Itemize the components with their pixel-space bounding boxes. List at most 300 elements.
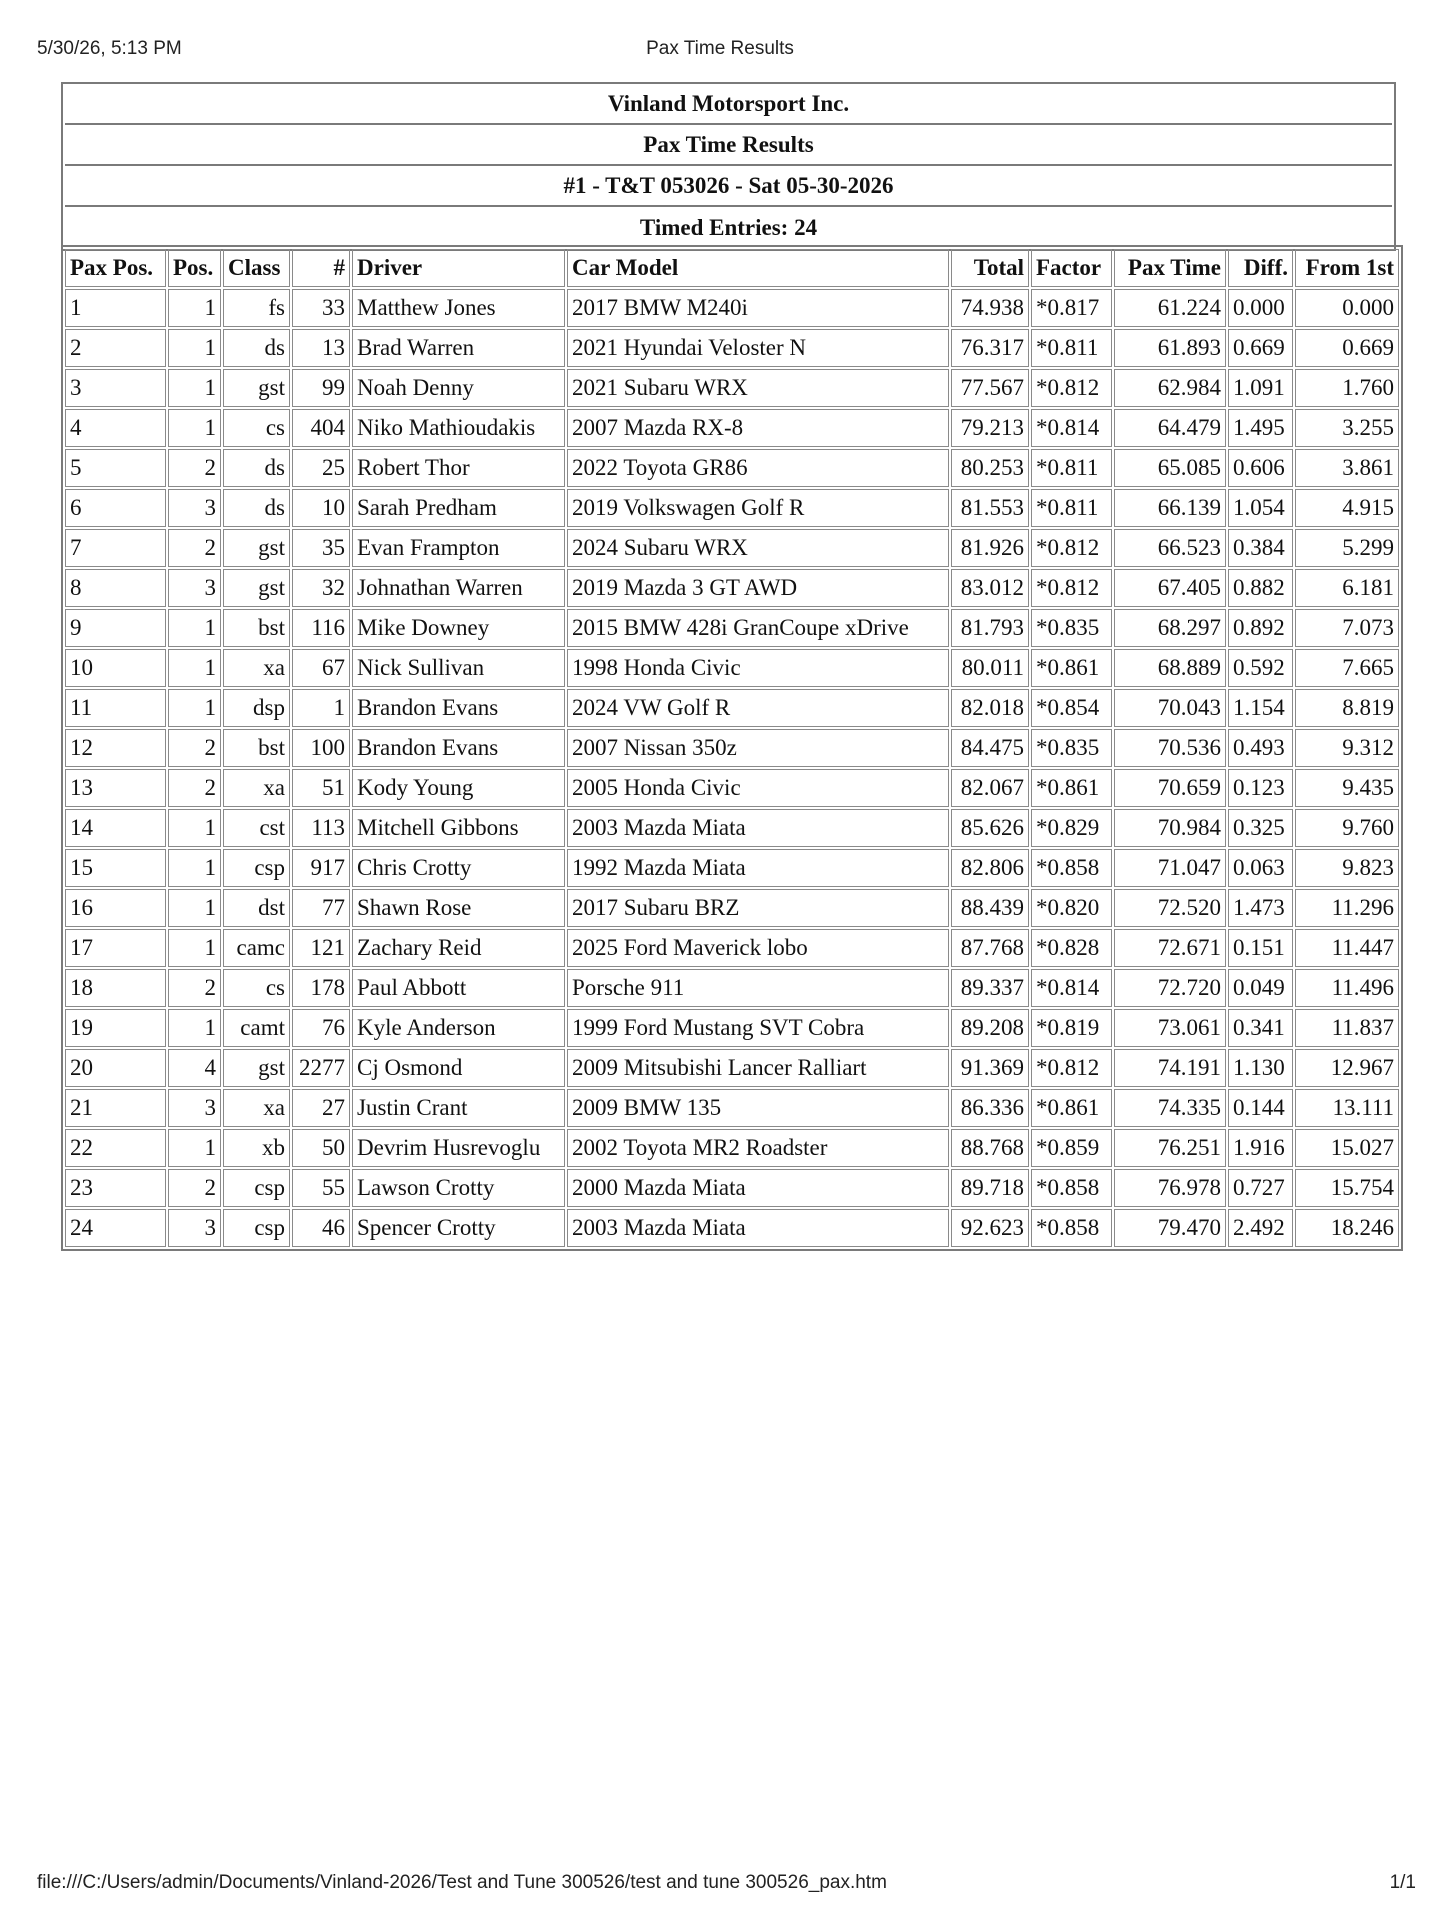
cell-driver: Niko Mathioudakis [352, 409, 565, 447]
cell-from-first: 1.760 [1295, 369, 1399, 407]
cell-pax-time: 74.191 [1114, 1049, 1226, 1087]
cell-pax-pos: 17 [65, 929, 166, 967]
cell-pax-time: 61.893 [1114, 329, 1226, 367]
col-diff: Diff. [1228, 249, 1293, 287]
cell-driver: Matthew Jones [352, 289, 565, 327]
col-pax-time: Pax Time [1114, 249, 1226, 287]
cell-from-first: 9.312 [1295, 729, 1399, 767]
cell-pax-pos: 24 [65, 1209, 166, 1247]
cell-class: cs [223, 409, 290, 447]
cell-diff: 0.493 [1228, 729, 1293, 767]
cell-factor: *0.812 [1031, 1049, 1112, 1087]
cell-number: 917 [292, 849, 350, 887]
cell-pos: 1 [168, 289, 221, 327]
cell-number: 2277 [292, 1049, 350, 1087]
cell-class: csp [223, 1169, 290, 1207]
cell-total: 88.768 [951, 1129, 1029, 1167]
table-row [65, 569, 1399, 607]
cell-car-model: 2022 Toyota GR86 [567, 449, 949, 487]
cell-pax-pos: 12 [65, 729, 166, 767]
cell-diff: 0.892 [1228, 609, 1293, 647]
cell-total: 81.553 [951, 489, 1029, 527]
cell-diff: 0.384 [1228, 529, 1293, 567]
table-row [65, 1209, 1399, 1247]
cell-total: 76.317 [951, 329, 1029, 367]
cell-pax-pos: 16 [65, 889, 166, 927]
cell-total: 82.067 [951, 769, 1029, 807]
cell-car-model: 2009 Mitsubishi Lancer Ralliart [567, 1049, 949, 1087]
table-row [65, 849, 1399, 887]
cell-pax-time: 70.984 [1114, 809, 1226, 847]
table-row [65, 449, 1399, 487]
cell-driver: Brandon Evans [352, 729, 565, 767]
cell-diff: 0.341 [1228, 1009, 1293, 1047]
table-row [65, 969, 1399, 1007]
timed-entries: Timed Entries: 24 [639, 215, 818, 240]
cell-from-first: 11.837 [1295, 1009, 1399, 1047]
cell-class: xa [223, 1089, 290, 1127]
cell-number: 32 [292, 569, 350, 607]
cell-driver: Brad Warren [352, 329, 565, 367]
cell-diff: 0.669 [1228, 329, 1293, 367]
cell-pax-pos: 18 [65, 969, 166, 1007]
table-row [65, 769, 1399, 807]
cell-total: 82.806 [951, 849, 1029, 887]
cell-pax-time: 65.085 [1114, 449, 1226, 487]
cell-pax-pos: 1 [65, 289, 166, 327]
cell-pax-time: 70.043 [1114, 689, 1226, 727]
cell-driver: Cj Osmond [352, 1049, 565, 1087]
cell-pos: 1 [168, 1009, 221, 1047]
cell-pax-pos: 4 [65, 409, 166, 447]
cell-total: 80.253 [951, 449, 1029, 487]
table-row [65, 689, 1399, 727]
cell-factor: *0.859 [1031, 1129, 1112, 1167]
cell-diff: 0.727 [1228, 1169, 1293, 1207]
cell-car-model: 1992 Mazda Miata [567, 849, 949, 887]
cell-number: 51 [292, 769, 350, 807]
table-row [65, 929, 1399, 967]
cell-pos: 1 [168, 689, 221, 727]
cell-driver: Robert Thor [352, 449, 565, 487]
cell-pos: 1 [168, 929, 221, 967]
cell-factor: *0.814 [1031, 969, 1112, 1007]
cell-factor: *0.861 [1031, 649, 1112, 687]
cell-pax-pos: 9 [65, 609, 166, 647]
cell-from-first: 15.754 [1295, 1169, 1399, 1207]
cell-pax-pos: 20 [65, 1049, 166, 1087]
table-row [65, 529, 1399, 567]
table-row [65, 1129, 1399, 1167]
cell-class: camc [223, 929, 290, 967]
print-date: 5/30/26, 5:13 PM [37, 38, 182, 59]
cell-pos: 3 [168, 569, 221, 607]
cell-total: 89.337 [951, 969, 1029, 1007]
cell-car-model: 1998 Honda Civic [567, 649, 949, 687]
cell-pos: 3 [168, 1089, 221, 1127]
cell-car-model: 2021 Hyundai Veloster N [567, 329, 949, 367]
cell-pax-pos: 11 [65, 689, 166, 727]
cell-pos: 1 [168, 609, 221, 647]
cell-total: 89.208 [951, 1009, 1029, 1047]
print-header [0, 38, 1440, 62]
cell-diff: 1.473 [1228, 889, 1293, 927]
cell-class: fs [223, 289, 290, 327]
col-total: Total [951, 249, 1029, 287]
cell-factor: *0.812 [1031, 529, 1112, 567]
cell-class: bst [223, 729, 290, 767]
cell-diff: 1.154 [1228, 689, 1293, 727]
cell-from-first: 0.669 [1295, 329, 1399, 367]
cell-pos: 3 [168, 1209, 221, 1247]
cell-pos: 2 [168, 449, 221, 487]
cell-driver: Mitchell Gibbons [352, 809, 565, 847]
cell-pos: 1 [168, 1129, 221, 1167]
cell-number: 99 [292, 369, 350, 407]
cell-factor: *0.835 [1031, 609, 1112, 647]
cell-pax-time: 67.405 [1114, 569, 1226, 607]
cell-class: gst [223, 529, 290, 567]
cell-driver: Kyle Anderson [352, 1009, 565, 1047]
cell-factor: *0.828 [1031, 929, 1112, 967]
cell-from-first: 8.819 [1295, 689, 1399, 727]
report-title: Pax Time Results [65, 126, 1392, 166]
cell-car-model: 2019 Volkswagen Golf R [567, 489, 949, 527]
cell-total: 86.336 [951, 1089, 1029, 1127]
cell-class: xa [223, 649, 290, 687]
page-number: 1/1 [1389, 1872, 1416, 1893]
cell-factor: *0.819 [1031, 1009, 1112, 1047]
cell-diff: 0.606 [1228, 449, 1293, 487]
table-row [65, 809, 1399, 847]
cell-number: 76 [292, 1009, 350, 1047]
file-url: file:///C:/Users/admin/Documents/Vinland-2026/Test and Tune 300526/test and tune 300526_pax.htm [37, 1872, 887, 1893]
cell-total: 82.018 [951, 689, 1029, 727]
cell-factor: *0.812 [1031, 569, 1112, 607]
cell-total: 79.213 [951, 409, 1029, 447]
cell-car-model: 2003 Mazda Miata [567, 809, 949, 847]
cell-car-model: 2025 Ford Maverick lobo [567, 929, 949, 967]
cell-number: 13 [292, 329, 350, 367]
col-factor: Factor [1031, 249, 1112, 287]
cell-car-model: 2009 BMW 135 [567, 1089, 949, 1127]
cell-from-first: 15.027 [1295, 1129, 1399, 1167]
cell-pax-time: 76.978 [1114, 1169, 1226, 1207]
cell-pos: 2 [168, 729, 221, 767]
cell-driver: Devrim Husrevoglu [352, 1129, 565, 1167]
cell-pax-pos: 8 [65, 569, 166, 607]
col-pax-pos: Pax Pos. [65, 249, 166, 287]
org-name: Vinland Motorsport Inc. [65, 85, 1392, 125]
cell-pax-time: 79.470 [1114, 1209, 1226, 1247]
cell-pax-pos: 6 [65, 489, 166, 527]
cell-number: 77 [292, 889, 350, 927]
cell-driver: Shawn Rose [352, 889, 565, 927]
cell-number: 55 [292, 1169, 350, 1207]
cell-class: ds [223, 489, 290, 527]
cell-from-first: 4.915 [1295, 489, 1399, 527]
cell-pax-pos: 15 [65, 849, 166, 887]
cell-factor: *0.817 [1031, 289, 1112, 327]
cell-car-model: 2024 VW Golf R [567, 689, 949, 727]
cell-pax-time: 62.984 [1114, 369, 1226, 407]
cell-class: csp [223, 1209, 290, 1247]
cell-car-model: 2015 BMW 428i GranCoupe xDrive [567, 609, 949, 647]
cell-pax-pos: 7 [65, 529, 166, 567]
cell-driver: Nick Sullivan [352, 649, 565, 687]
cell-driver: Johnathan Warren [352, 569, 565, 607]
cell-pax-time: 72.671 [1114, 929, 1226, 967]
cell-from-first: 13.111 [1295, 1089, 1399, 1127]
cell-pax-time: 72.720 [1114, 969, 1226, 1007]
cell-total: 80.011 [951, 649, 1029, 687]
table-row [65, 649, 1399, 687]
cell-pax-pos: 22 [65, 1129, 166, 1167]
cell-pos: 1 [168, 889, 221, 927]
cell-factor: *0.812 [1031, 369, 1112, 407]
cell-driver: Evan Frampton [352, 529, 565, 567]
cell-car-model: 2024 Subaru WRX [567, 529, 949, 567]
cell-diff: 1.054 [1228, 489, 1293, 527]
cell-from-first: 6.181 [1295, 569, 1399, 607]
cell-class: ds [223, 329, 290, 367]
cell-number: 50 [292, 1129, 350, 1167]
cell-from-first: 0.000 [1295, 289, 1399, 327]
col-number: # [292, 249, 350, 287]
cell-pax-time: 70.659 [1114, 769, 1226, 807]
cell-pos: 3 [168, 489, 221, 527]
col-car-model: Car Model [567, 249, 949, 287]
cell-number: 46 [292, 1209, 350, 1247]
cell-number: 178 [292, 969, 350, 1007]
cell-number: 100 [292, 729, 350, 767]
cell-pos: 2 [168, 1169, 221, 1207]
cell-from-first: 12.967 [1295, 1049, 1399, 1087]
cell-driver: Chris Crotty [352, 849, 565, 887]
table-row [65, 369, 1399, 407]
cell-pax-pos: 21 [65, 1089, 166, 1127]
cell-driver: Mike Downey [352, 609, 565, 647]
cell-driver: Justin Crant [352, 1089, 565, 1127]
cell-from-first: 11.296 [1295, 889, 1399, 927]
report-header [61, 82, 1396, 251]
cell-from-first: 5.299 [1295, 529, 1399, 567]
cell-car-model: 1999 Ford Mustang SVT Cobra [567, 1009, 949, 1047]
cell-diff: 1.130 [1228, 1049, 1293, 1087]
cell-total: 81.793 [951, 609, 1029, 647]
cell-total: 77.567 [951, 369, 1029, 407]
cell-diff: 1.495 [1228, 409, 1293, 447]
cell-factor: *0.811 [1031, 329, 1112, 367]
cell-car-model: 2007 Nissan 350z [567, 729, 949, 767]
table-row [65, 729, 1399, 767]
cell-class: camt [223, 1009, 290, 1047]
table-row [65, 1169, 1399, 1207]
cell-pos: 2 [168, 969, 221, 1007]
cell-factor: *0.814 [1031, 409, 1112, 447]
cell-diff: 1.916 [1228, 1129, 1293, 1167]
results-table [61, 245, 1403, 1251]
cell-pos: 4 [168, 1049, 221, 1087]
cell-total: 87.768 [951, 929, 1029, 967]
cell-from-first: 11.447 [1295, 929, 1399, 967]
cell-class: dsp [223, 689, 290, 727]
cell-class: xa [223, 769, 290, 807]
cell-number: 25 [292, 449, 350, 487]
cell-class: dst [223, 889, 290, 927]
cell-pax-time: 76.251 [1114, 1129, 1226, 1167]
cell-diff: 1.091 [1228, 369, 1293, 407]
cell-factor: *0.820 [1031, 889, 1112, 927]
cell-class: ds [223, 449, 290, 487]
table-row [65, 889, 1399, 927]
cell-diff: 0.592 [1228, 649, 1293, 687]
cell-pos: 1 [168, 649, 221, 687]
print-title: Pax Time Results [646, 38, 794, 59]
cell-factor: *0.835 [1031, 729, 1112, 767]
cell-class: cst [223, 809, 290, 847]
cell-car-model: 2003 Mazda Miata [567, 1209, 949, 1247]
cell-pos: 1 [168, 809, 221, 847]
cell-car-model: 2017 BMW M240i [567, 289, 949, 327]
col-pos: Pos. [168, 249, 221, 287]
cell-pax-pos: 3 [65, 369, 166, 407]
cell-factor: *0.858 [1031, 849, 1112, 887]
cell-pos: 1 [168, 409, 221, 447]
cell-driver: Sarah Predham [352, 489, 565, 527]
cell-from-first: 3.861 [1295, 449, 1399, 487]
cell-pax-pos: 23 [65, 1169, 166, 1207]
cell-pax-time: 64.479 [1114, 409, 1226, 447]
cell-diff: 0.049 [1228, 969, 1293, 1007]
cell-number: 113 [292, 809, 350, 847]
cell-number: 121 [292, 929, 350, 967]
cell-pax-time: 72.520 [1114, 889, 1226, 927]
cell-pos: 1 [168, 849, 221, 887]
cell-number: 27 [292, 1089, 350, 1127]
cell-driver: Spencer Crotty [352, 1209, 565, 1247]
event-title: #1 - T&T 053026 - Sat 05-30-2026 [65, 167, 1392, 207]
cell-class: gst [223, 369, 290, 407]
cell-pos: 1 [168, 329, 221, 367]
cell-driver: Zachary Reid [352, 929, 565, 967]
cell-number: 67 [292, 649, 350, 687]
cell-factor: *0.861 [1031, 769, 1112, 807]
cell-driver: Brandon Evans [352, 689, 565, 727]
table-row [65, 1049, 1399, 1087]
print-footer [0, 1872, 1440, 1896]
cell-diff: 2.492 [1228, 1209, 1293, 1247]
cell-number: 404 [292, 409, 350, 447]
cell-pax-pos: 19 [65, 1009, 166, 1047]
cell-car-model: 2005 Honda Civic [567, 769, 949, 807]
cell-pax-time: 70.536 [1114, 729, 1226, 767]
cell-class: xb [223, 1129, 290, 1167]
header-row [65, 249, 1399, 287]
cell-diff: 0.882 [1228, 569, 1293, 607]
cell-diff: 0.325 [1228, 809, 1293, 847]
cell-pax-time: 68.297 [1114, 609, 1226, 647]
cell-diff: 0.123 [1228, 769, 1293, 807]
cell-from-first: 9.760 [1295, 809, 1399, 847]
cell-factor: *0.811 [1031, 449, 1112, 487]
results-body [65, 289, 1399, 1247]
cell-from-first: 9.823 [1295, 849, 1399, 887]
cell-car-model: 2019 Mazda 3 GT AWD [567, 569, 949, 607]
cell-factor: *0.861 [1031, 1089, 1112, 1127]
cell-car-model: 2007 Mazda RX-8 [567, 409, 949, 447]
cell-from-first: 9.435 [1295, 769, 1399, 807]
cell-class: cs [223, 969, 290, 1007]
cell-factor: *0.854 [1031, 689, 1112, 727]
cell-car-model: 2000 Mazda Miata [567, 1169, 949, 1207]
cell-pax-time: 73.061 [1114, 1009, 1226, 1047]
table-row [65, 329, 1399, 367]
cell-number: 35 [292, 529, 350, 567]
cell-pax-pos: 13 [65, 769, 166, 807]
cell-pos: 1 [168, 369, 221, 407]
cell-total: 74.938 [951, 289, 1029, 327]
cell-factor: *0.858 [1031, 1209, 1112, 1247]
cell-total: 84.475 [951, 729, 1029, 767]
cell-number: 10 [292, 489, 350, 527]
cell-number: 1 [292, 689, 350, 727]
cell-pax-time: 71.047 [1114, 849, 1226, 887]
cell-pos: 2 [168, 529, 221, 567]
cell-driver: Kody Young [352, 769, 565, 807]
table-row [65, 1089, 1399, 1127]
col-driver: Driver [352, 249, 565, 287]
cell-pax-pos: 2 [65, 329, 166, 367]
table-row [65, 289, 1399, 327]
cell-factor: *0.829 [1031, 809, 1112, 847]
table-row [65, 609, 1399, 647]
cell-total: 88.439 [951, 889, 1029, 927]
cell-class: csp [223, 849, 290, 887]
cell-total: 92.623 [951, 1209, 1029, 1247]
cell-factor: *0.811 [1031, 489, 1112, 527]
cell-diff: 0.151 [1228, 929, 1293, 967]
col-from-first: From 1st [1295, 249, 1399, 287]
cell-from-first: 7.073 [1295, 609, 1399, 647]
cell-total: 83.012 [951, 569, 1029, 607]
cell-number: 33 [292, 289, 350, 327]
cell-pax-pos: 5 [65, 449, 166, 487]
cell-class: gst [223, 569, 290, 607]
cell-from-first: 3.255 [1295, 409, 1399, 447]
cell-pax-time: 66.523 [1114, 529, 1226, 567]
cell-class: gst [223, 1049, 290, 1087]
cell-pax-time: 66.139 [1114, 489, 1226, 527]
cell-car-model: Porsche 911 [567, 969, 949, 1007]
cell-total: 81.926 [951, 529, 1029, 567]
col-class: Class [223, 249, 290, 287]
cell-driver: Lawson Crotty [352, 1169, 565, 1207]
cell-pax-time: 74.335 [1114, 1089, 1226, 1127]
cell-pax-time: 68.889 [1114, 649, 1226, 687]
cell-pax-pos: 14 [65, 809, 166, 847]
cell-diff: 0.000 [1228, 289, 1293, 327]
cell-diff: 0.144 [1228, 1089, 1293, 1127]
cell-pax-pos: 10 [65, 649, 166, 687]
cell-total: 91.369 [951, 1049, 1029, 1087]
table-row [65, 489, 1399, 527]
cell-from-first: 18.246 [1295, 1209, 1399, 1247]
cell-car-model: 2017 Subaru BRZ [567, 889, 949, 927]
cell-from-first: 7.665 [1295, 649, 1399, 687]
cell-pos: 2 [168, 769, 221, 807]
cell-number: 116 [292, 609, 350, 647]
